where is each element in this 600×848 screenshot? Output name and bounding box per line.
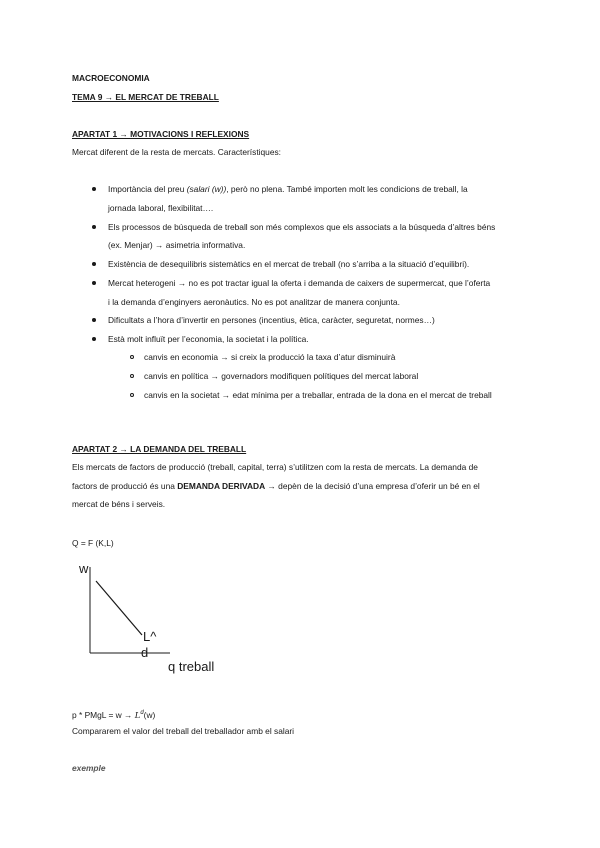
section2-title: APARTAT 2 → LA DEMANDA DEL TREBALL [72,444,247,454]
marginal-product-equation: p * PMgL = $w \to L^d(w)$ [72,709,156,720]
bullet-dot [92,337,96,341]
bullet-dot [92,187,96,191]
bullet-2-line-1: Els processos de búsqueda de treball son més complexos que els associats a la búsqueda d’altres béns [108,222,496,232]
bullet-dot [92,318,96,322]
section1-title: APARTAT 1 → MOTIVACIONS I REFLEXIONS [72,129,250,139]
x-axis-label: q treball [168,659,215,674]
bullet-1-line-1: Importància del preu (salari (w)), però no plena. També importen molt les condicions de treball, la [108,184,468,194]
section2-para-line-2: factors de producció és una DEMANDA DERIVADA → depèn de la decisió d’una empresa d’oferir un bé en el [72,481,480,491]
labour-demand-chart [60,555,240,680]
curve-label-subscript: d [141,645,149,660]
section2-para-line-1: Els mercats de factors de producció (treball, capital, terra) s’utilitzen com la resta de mercats. La demanda de [72,462,478,472]
curve-label: L^ [143,629,157,644]
labour-demand-curve [96,581,142,635]
bullet-1-line-2: jornada laboral, flexibilitat…. [108,203,214,213]
subitem-politics: canvis en política → governadors modifiquen polítiques del mercat laboral [144,371,419,381]
bullet-dot [92,281,96,285]
compare-text: Compararem el valor del treball del treballador amb el salari [72,726,295,736]
section2-para-line-3: mercat de béns i serveis. [72,499,166,509]
bullet-2-line-2: (ex. Menjar) → asimetria informativa. [108,240,246,250]
example-label: exemple [72,763,106,773]
topic-title: TEMA 9 → EL MERCAT DE TREBALL [72,92,219,102]
production-function: Q = F (K,L) [72,538,114,548]
subject-title: MACROECONOMIA [72,73,150,83]
bullet-4-line-1: Mercat heterogeni → no es pot tractar igual la oferta i demanda de caixers de supermercat, que l’oferta [108,278,491,288]
sub-bullet-circle [130,393,134,397]
bullet-3-line-1: Existència de desequilibris sistemàtics en el mercat de treball (no s’arriba a la situació d’equilibri). [108,259,470,269]
subitem-society: canvis en la societat → edat mínima per a treballar, entrada de la dona en el mercat de treball [144,390,492,400]
sub-bullet-circle [130,374,134,378]
bullet-5-line-1: Dificultats a l’hora d’invertir en persones (incentius, ètica, caràcter, seguretat, normes…) [108,315,435,325]
y-axis-label: w [79,561,89,576]
bullet-dot [92,262,96,266]
section1-intro: Mercat diferent de la resta de mercats. Característiques: [72,147,281,157]
sub-bullet-circle [130,355,134,359]
bullet-6-line-1: Està molt influït per l’economia, la societat i la política. [108,334,309,344]
bullet-dot [92,225,96,229]
subitem-economy: canvis en economia → si creix la producció la taxa d’atur disminuirà [144,352,396,362]
bullet-4-line-2: i la demanda d’enginyers aeronàutics. No es pot analitzar de manera conjunta. [108,297,400,307]
